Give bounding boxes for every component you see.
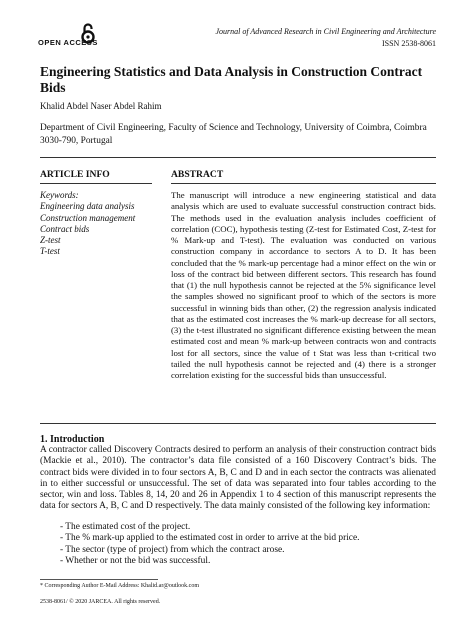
affiliation: Department of Civil Engineering, Faculty of Science and Technology, University of Coimbra, Coimbra 3030-790, Portugal [40,123,427,146]
journal-name: Journal of Advanced Research in Civil Engineering and Architecture [215,27,436,36]
corresponding-author-footnote: * Corresponding Author E-Mail Address: Khalid.ar@outlook.com [40,583,200,589]
list-item: - The estimated cost of the project. [60,522,191,532]
abstract-text: The manuscript will introduce a new engineering statistical and data analysis which are used to evaluate successful construction contract bids. The methods used in the evaluation analysis includes coefficient of correlation (COC), hypothesis testing (Z-test for Estimated Cost, Z-test for % Mark-up and T-test). The evaluation was conducted on various construction company in accordance to sectors A to D. It has been concluded that the % mark-up percentage had a minor effect on the win or loss of the contract bid between different sectors. This research has found that (1) the null hypothesis cannot be rejected at the 5% significance level the samples showed no significant proof to which of the sectors is more successful in winning bids than other, (2) the regression analysis indicated that as the estimated cost increases the % mark-up decrease for all sectors, (3) the t-test illustrated no significant difference existing between the mean estimated cost and mean % mark-up between contracts won and contracts lost for all sectors, since the value of t Stat was less than t-critical two tailed the null hypothesis cannot be rejected and (4) there is a stronger correlation existing for the successful bids than unsuccessful. [171,190,436,380]
abstract-heading: ABSTRACT [171,169,224,180]
key-information-list [60,522,440,567]
list-item: - The % mark-up applied to the estimated cost in order to arrive at the bid price. [60,533,360,544]
list-item: - Whether or not the bid was successful. [60,555,211,566]
abstract-divider [171,183,436,184]
top-divider [40,157,436,158]
keyword-item: Construction management [40,212,136,223]
keywords-block [40,190,152,258]
introduction-text: A contractor called Discovery Contracts desired to perform an analysis of their construction contract bids (Mackie et al., 2010). The contractor’s data file consisted of a 160 Discovery Contract’s bids. The contract bids were divided in to four sectors A, B, C and D and in each sector the contracts was alienated in to either successful or unsuccessful. The set of data was separated into four tables according to the sector, win and loss. Tables 8, 14, 20 and 26 in Appendix 1 to 4 section of this manuscript represents the data for sectors A, B, C and D respectively. The data mainly consisted of the following key information: [40,445,436,512]
list-item: - The sector (type of project) from which the contract arose. [60,544,285,555]
keyword-item: T-test [40,246,60,257]
keywords-label: Keywords: [40,190,79,200]
paper-title: Engineering Statistics and Data Analysis in Construction Contract Bids [40,64,423,95]
author-name: Khalid Abdel Naser Abdel Rahim [40,101,162,111]
introduction-heading: 1. Introduction [40,434,105,445]
bottom-divider [40,423,436,424]
copyright-footer: 2538-8061/ © 2020 JARCEA. All rights reserved. [40,599,161,605]
issn: ISSN 2538-8061 [381,39,436,48]
keyword-item: Contract bids [40,223,90,234]
keyword-item: Z-test [40,235,61,246]
article-info-divider [40,183,152,184]
open-access-logo [38,22,138,52]
article-info-heading: ARTICLE INFO [40,169,110,180]
footnote-divider [40,579,158,580]
keyword-item: Engineering data analysis [40,201,135,212]
open-access-label: OPEN ACCESS [38,38,98,47]
